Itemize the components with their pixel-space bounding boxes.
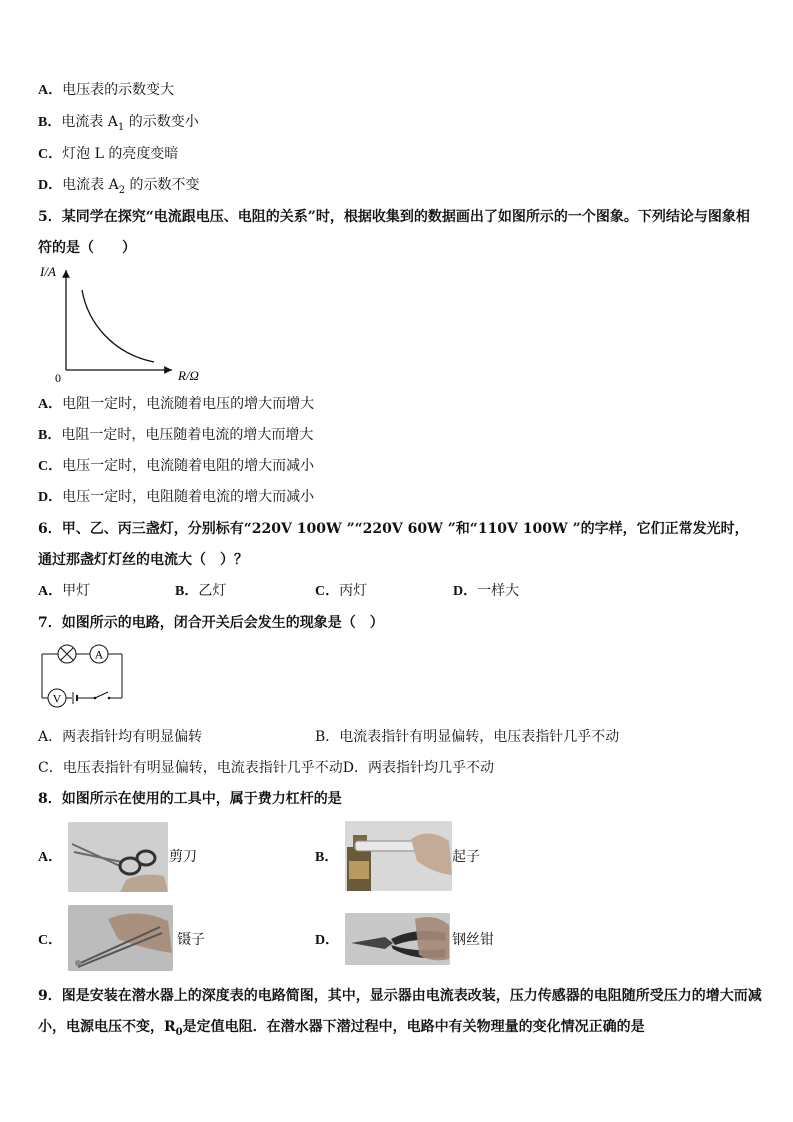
option-letter: D． (38, 178, 63, 193)
origin-label: 0 (55, 371, 61, 385)
q8-option-d-label: 钢丝钳 (452, 932, 494, 948)
option-text: 电压一定时，电阻随着电流的增大而减小 (62, 489, 315, 505)
q4-option-d (38, 175, 200, 201)
option-text: 电压表的示数变大 (62, 82, 175, 98)
tweezers-photo (68, 905, 173, 971)
q5-option-c (38, 456, 314, 477)
option-letter: B． (175, 584, 199, 599)
y-axis-label: I/A (40, 264, 56, 279)
q6-stem-line1: 6．甲、乙、丙三盏灯，分别标有“220V 100W ”“220V 60W ”和“110V 100W ”的字样，它们正常发光时， (38, 521, 749, 537)
q8-option-c-label: 镊子 (177, 932, 205, 948)
option-text: 电流表 A (62, 177, 119, 193)
option-text: 灯泡 L 的亮度变暗 (62, 146, 179, 162)
option-text: 乙灯 (198, 583, 227, 599)
q6-option-d (453, 581, 519, 602)
q7-option-c: C．电压表指针有明显偏转，电流表指针几乎不动 (38, 760, 343, 776)
q7-option-cd (38, 758, 494, 778)
q5-stem-line2: 符的是（ ） (38, 240, 136, 256)
q5-graph (36, 262, 216, 388)
option-letter: A． (38, 397, 63, 412)
q7-circuit-diagram (38, 640, 128, 710)
q4-option-a (38, 80, 174, 101)
subscript: 0 (175, 1026, 183, 1038)
q7-option-a: A．两表指针均有明显偏转 (38, 729, 203, 745)
q9-stem-text: 是定值电阻．在潜水器下潜过程中，电路中有关物理量的变化情况正确的是 (182, 1019, 645, 1035)
option-text: 电流表 A (61, 114, 118, 130)
q5-option-b (38, 425, 313, 446)
q6-option-b (175, 581, 226, 602)
q9-stem-text: 小，电源电压不变，R (38, 1019, 176, 1035)
pliers-photo (345, 913, 450, 965)
option-letter: C． (38, 147, 63, 162)
bottle-opener-photo (345, 821, 452, 891)
option-letter: D． (453, 584, 478, 599)
lamp-symbol (58, 645, 76, 663)
option-letter: D． (315, 933, 340, 948)
q6-option-a (38, 581, 90, 602)
switch-symbol (94, 692, 111, 699)
option-text: 的示数变小 (124, 114, 199, 130)
option-text: 丙灯 (339, 583, 368, 599)
option-letter: D． (38, 490, 63, 505)
option-text: 电阻一定时，电压随着电流的增大而增大 (61, 427, 314, 443)
option-letter: C． (38, 459, 63, 474)
option-text: 电阻一定时，电流随着电压的增大而增大 (62, 396, 315, 412)
voltmeter-label: V (52, 691, 62, 706)
q7-option-b: B．电流表指针有明显偏转，电压表指针几乎不动 (315, 729, 620, 745)
q7-stem: 7．如图所示的电路，闭合开关后会发生的现象是（ ） (38, 615, 384, 631)
q8-option-c-letter (38, 930, 62, 951)
option-text: 电压一定时，电流随着电阻的增大而减小 (62, 458, 315, 474)
voltmeter-symbol (48, 689, 66, 707)
option-text: 一样大 (477, 583, 520, 599)
battery-symbol (73, 692, 77, 704)
q9-stem-line2 (38, 1017, 645, 1043)
subscript: 2 (118, 184, 126, 196)
q8-option-b-label: 起子 (452, 849, 480, 865)
option-letter: A． (38, 850, 63, 865)
q5-option-d (38, 487, 314, 508)
q8-option-b-letter (315, 847, 338, 868)
q5-option-a (38, 394, 314, 415)
q8-option-d-letter (315, 930, 339, 951)
option-letter: A． (38, 584, 63, 599)
option-letter: B． (38, 115, 62, 130)
option-text: 甲灯 (62, 583, 91, 599)
inverse-curve (82, 290, 154, 362)
q8-option-a-letter (38, 847, 62, 868)
q4-option-c (38, 144, 178, 165)
option-letter: C． (315, 584, 340, 599)
option-letter: A． (38, 83, 63, 98)
subscript: 1 (117, 121, 125, 133)
ammeter-label: A (94, 647, 104, 662)
q5-stem-line1: 5．某同学在探究“电流跟电压、电阻的关系”时，根据收集到的数据画出了如图所示的一个图象。下列结论与图象相 (38, 209, 750, 225)
q6-option-c (315, 581, 367, 602)
q4-option-b (38, 112, 199, 138)
q8-option-a-label: 剪刀 (169, 849, 197, 865)
q6-stem-line2: 通过那盏灯灯丝的电流大（ ）？ (38, 552, 248, 568)
x-axis-label: R/Ω (178, 368, 199, 383)
q9-stem-line1: 9．图是安装在潜水器上的深度表的电路简图，其中，显示器由电流表改装，压力传感器的电阻随所受压力的增大而减 (38, 988, 762, 1004)
scissors-photo (68, 822, 168, 892)
q7-option-d: D．两表指针均几乎不动 (342, 760, 494, 776)
option-text: 的示数不变 (125, 177, 200, 193)
ammeter-symbol (90, 645, 108, 663)
option-letter: B． (315, 850, 339, 865)
option-letter: B． (38, 428, 62, 443)
option-letter: C． (38, 933, 63, 948)
q8-stem: 8．如图所示在使用的工具中，属于费力杠杆的是 (38, 791, 342, 807)
